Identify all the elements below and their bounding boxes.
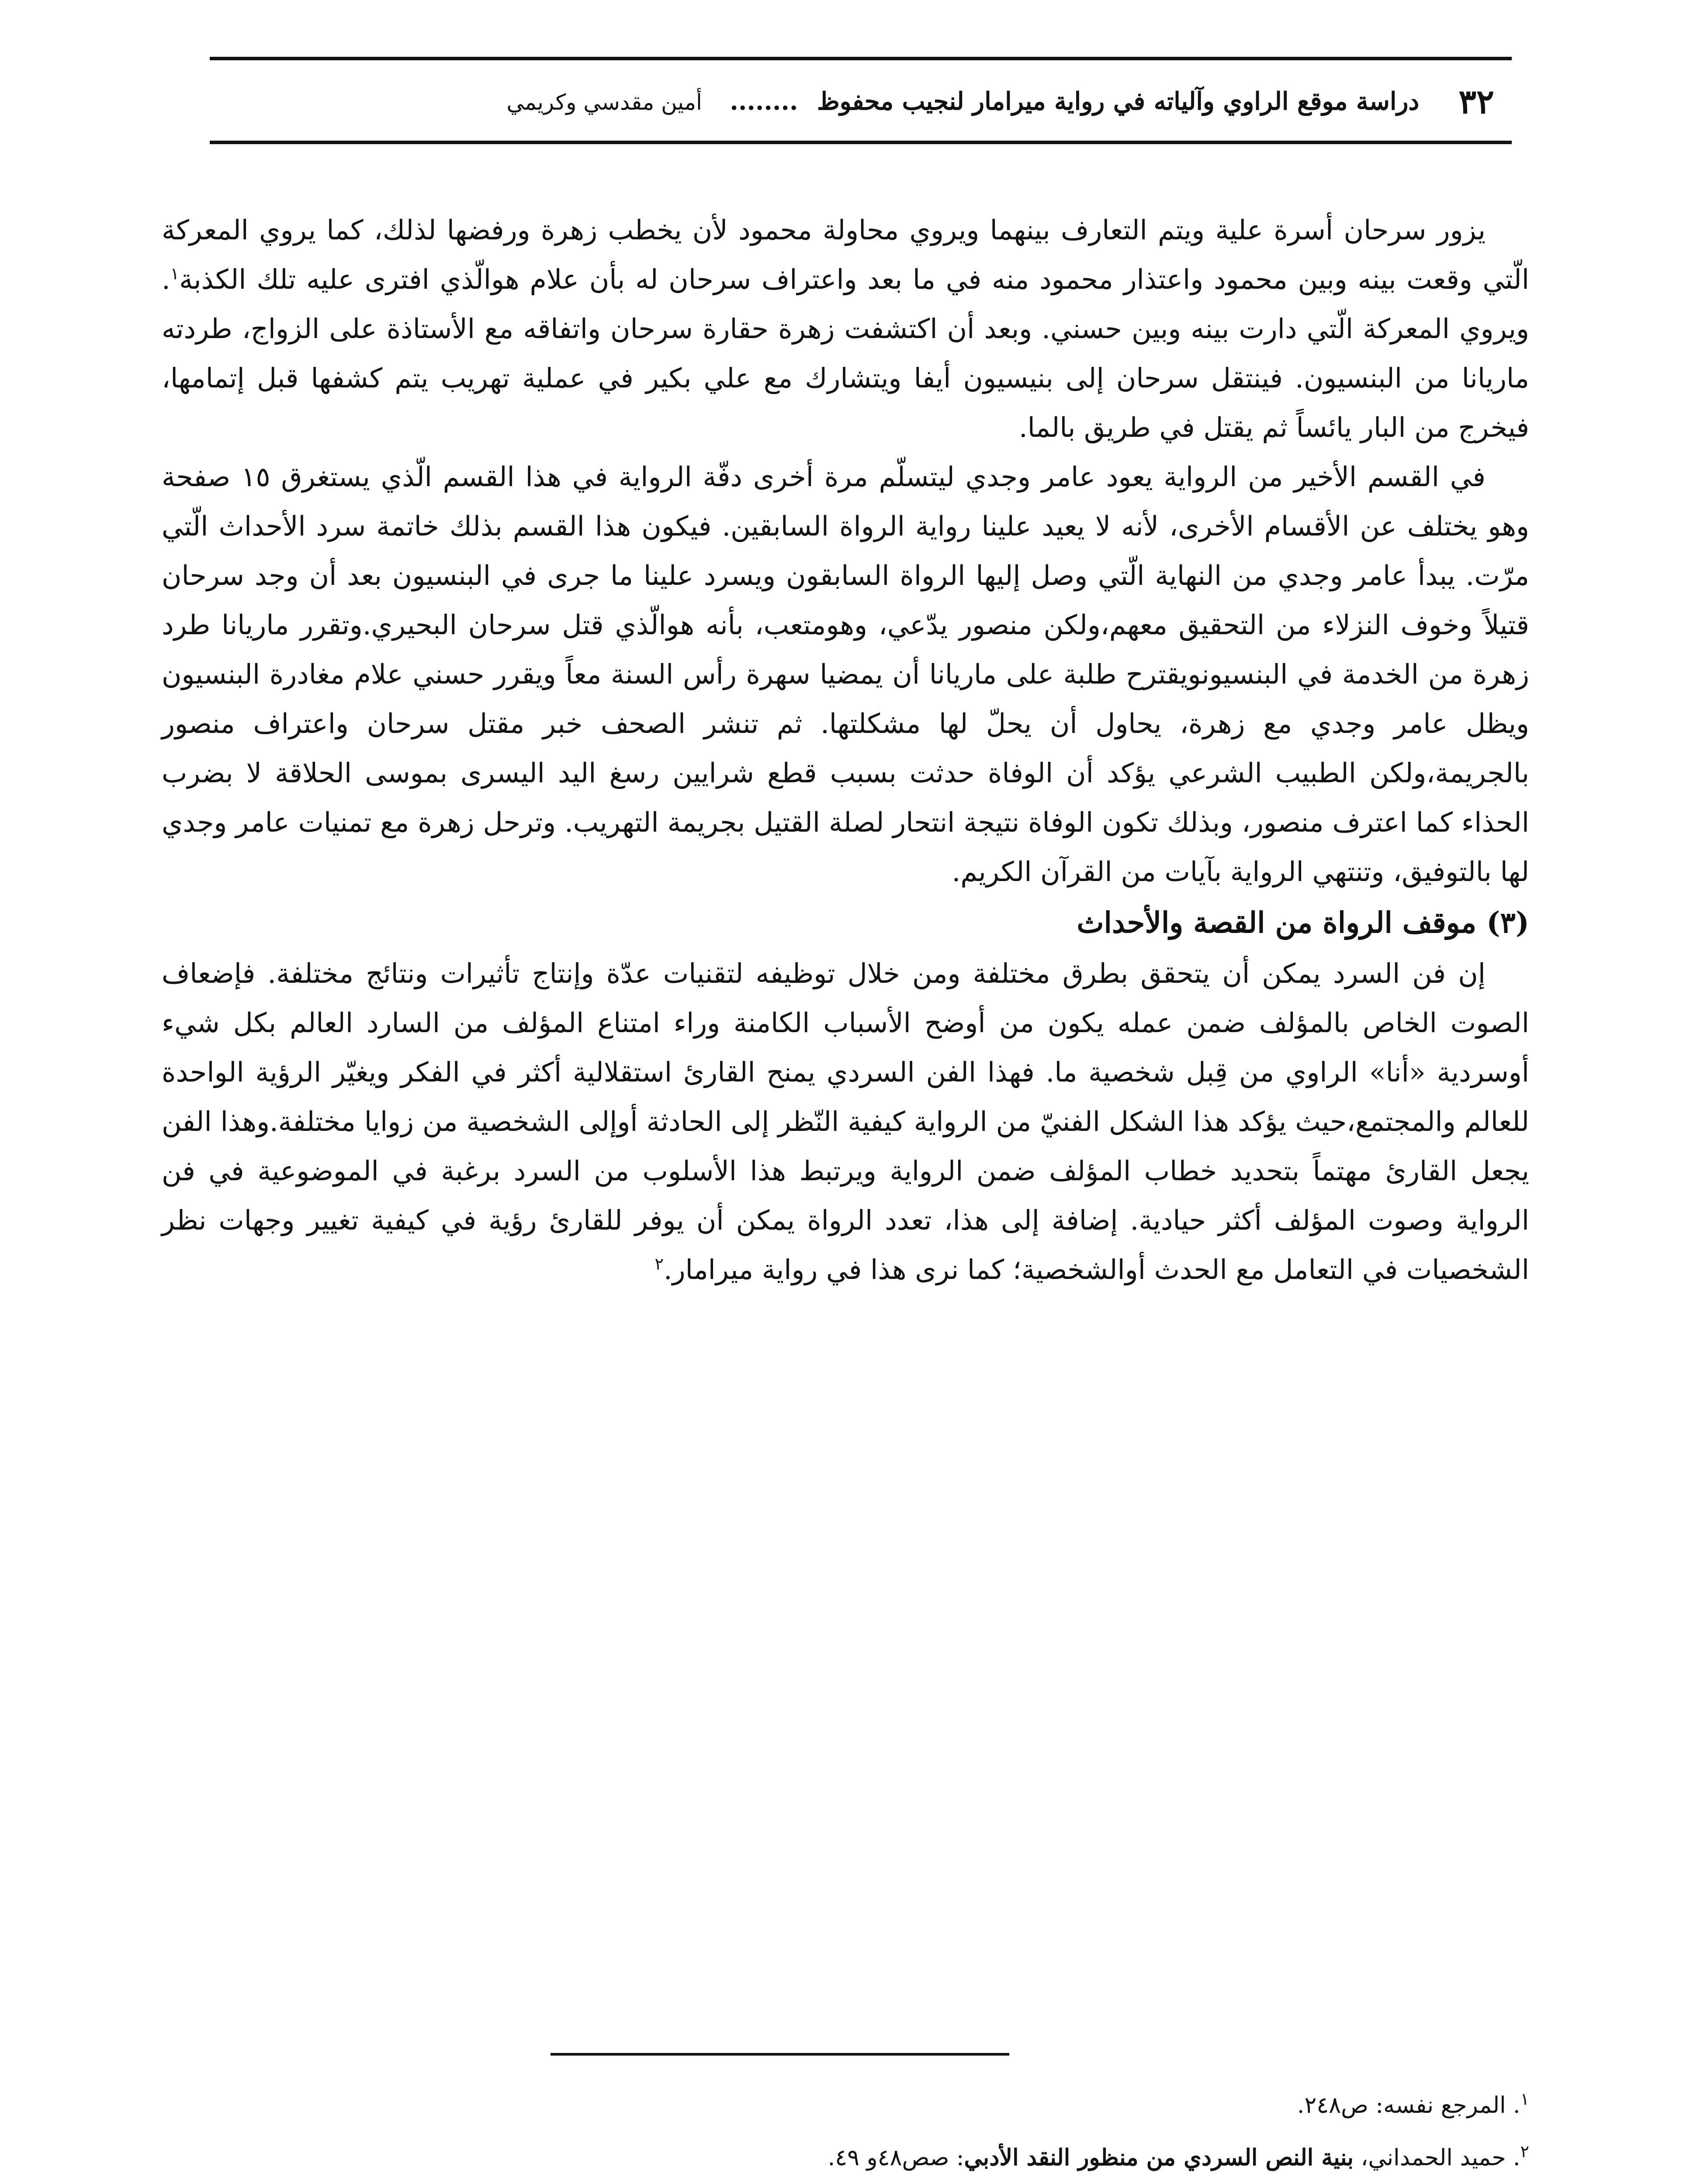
header-row: [227, 79, 1494, 123]
running-title-text: دراسة موقع الراوي وآلياته في رواية ميرامار لنجيب محفوظ: [817, 87, 1420, 116]
header-rule-bottom: [210, 141, 1512, 144]
paragraph-2: [162, 452, 1529, 896]
footnote-2: [162, 2132, 1529, 2184]
running-authors: أمين مقدسي وكريمي: [506, 90, 702, 115]
paragraph-1: [162, 205, 1529, 452]
footnote-2-pages: : صص٤٨و ٤٩.: [828, 2145, 964, 2171]
running-header: [210, 57, 1512, 144]
footnote-1-mark: ١: [1520, 2089, 1529, 2109]
body-text: [162, 205, 1529, 1294]
paragraph-1-rest: . ويروي المعركة الّتي دارت بينه وبين حسني. وبعد أن اكتشفت زهرة حقارة سرحان واتفاقه مع الأستاذة على الزواج، طردته ماريانا من البنسيون. فينتقل سرحان إلى بنيسيون أيفا ويتشارك مع علي بكير في عملية تهريب يتم كشفها قبل إتمامها، فيخرج من البار يائساً ثم يقتل في طريق بالما.: [162, 263, 1529, 443]
paragraph-2-text: في القسم الأخير من الرواية يعود عامر وجدي ليتسلّم مرة أخرى دفّة الرواية في هذا القسم الّذي يستغرق ١٥ صفحة وهو يختلف عن الأقسام الأخرى، لأنه لا يعيد علينا رواية الرواة السابقين. فيكون هذا القسم بذلك خاتمة سرد الأحداث الّتي مرّت. يبدأ عامر وجدي من النهاية الّتي وصل إليها الرواة السابقون ويسرد علينا ما جرى في البنسيون بعد أن وجد سرحان قتيلاً وخوف النزلاء من التحقيق معهم،ولكن منصور يدّعي، وهومتعب، بأنه هوالّذي قتل سرحان البحيري.وتقرر ماريانا طرد زهرة من الخدمة في البنسيونويقترح طلبة على ماريانا أن يمضيا سهرة رأس السنة معاً ويقرر حسني علام مغادرة البنسيون ويظل عامر وجدي مع زهرة، يحاول أن يحلّ لها مشكلتها. ثم تنشر الصحف خبر مقتل سرحان واعتراف منصور بالجريمة،ولكن الطبيب الشرعي يؤكد أن الوفاة حدثت بسبب قطع شرايين رسغ اليد اليسرى بموسى الحلاقة لا بضرب الحذاء كما اعترف منصور، وبذلك تكون الوفاة نتيجة انتحار لصلة القتيل بجريمة التهريب. وترحل زهرة مع تمنيات عامر وجدي لها بالتوفيق، وتنتهي الرواية بآيات من القرآن الكريم.: [162, 461, 1529, 888]
footnote-ref-1[interactable]: ١: [170, 264, 180, 283]
footnote-separator: [551, 2053, 1009, 2056]
paragraph-3-text: إن فن السرد يمكن أن يتحقق بطرق مختلفة ومن خلال توظيفه لتقنيات عدّة وإنتاج تأثيرات ونتائج مختلفة. فإضعاف الصوت الخاص بالمؤلف ضمن عمله يكون من أوضح الأسباب الكامنة وراء امتناع المؤلف من السارد العالم بكل شيء أوسردية «أنا» الراوي من قِبل شخصية ما. فهذا الفن السردي يمنح القارئ استقلالية أكثر في الفكر ويغيّر الرؤية الواحدة للعالم والمجتمع،حيث يؤكد هذا الشكل الفنيّ من الرواية كيفية النّظر إلى الحادثة أوإلى الشخصية من زوايا مختلفة.وهذا الفن يجعل القارئ مهتماً بتحديد خطاب المؤلف ضمن الرواية ويرتبط هذا الأسلوب من السرد برغبة في الموضوعية في فن الرواية وصوت المؤلف أكثر حيادية. إضافة إلى هذا، تعدد الرواة يمكن أن يوفر للقارئ رؤية في كيفية تغيير وجهات نظر الشخصيات في التعامل مع الحدث أوالشخصية؛ كما نرى هذا في رواية ميرامار.: [162, 957, 1529, 1286]
footnote-2-mark: ٢: [1520, 2142, 1529, 2161]
footnote-2-book-title: بنية النص السردي من منظور النقد الأدبي: [964, 2144, 1354, 2171]
page-number: ٣٢: [1458, 82, 1494, 121]
footnote-1: [162, 2079, 1529, 2132]
footnote-1-text: . المرجع نفسه: ص٢٤٨.: [1297, 2092, 1520, 2118]
footnote-ref-2[interactable]: ٢: [655, 1254, 664, 1274]
running-title-dots: ........: [730, 87, 798, 116]
footnotes: [162, 2079, 1529, 2184]
running-title: [227, 87, 1419, 116]
paragraph-3: [162, 949, 1529, 1294]
section-heading: (٣) موقف الرواة من القصة والأحداث: [1077, 905, 1529, 940]
paragraph-1-text: يزور سرحان أسرة علية ويتم التعارف بينهما ويروي محاولة محمود لأن يخطب زهرة ورفضها لذلك، كما يروي المعركة الّتي وقعت بينه وبين محمود واعتذار محمود منه في ما بعد واعتراف سرحان له بأن علام هوالّذي افترى عليه تلك الكذبة: [162, 214, 1529, 295]
header-rule-top: [210, 57, 1512, 60]
footnote-2-author: . حميد الحمداني،: [1354, 2145, 1520, 2171]
